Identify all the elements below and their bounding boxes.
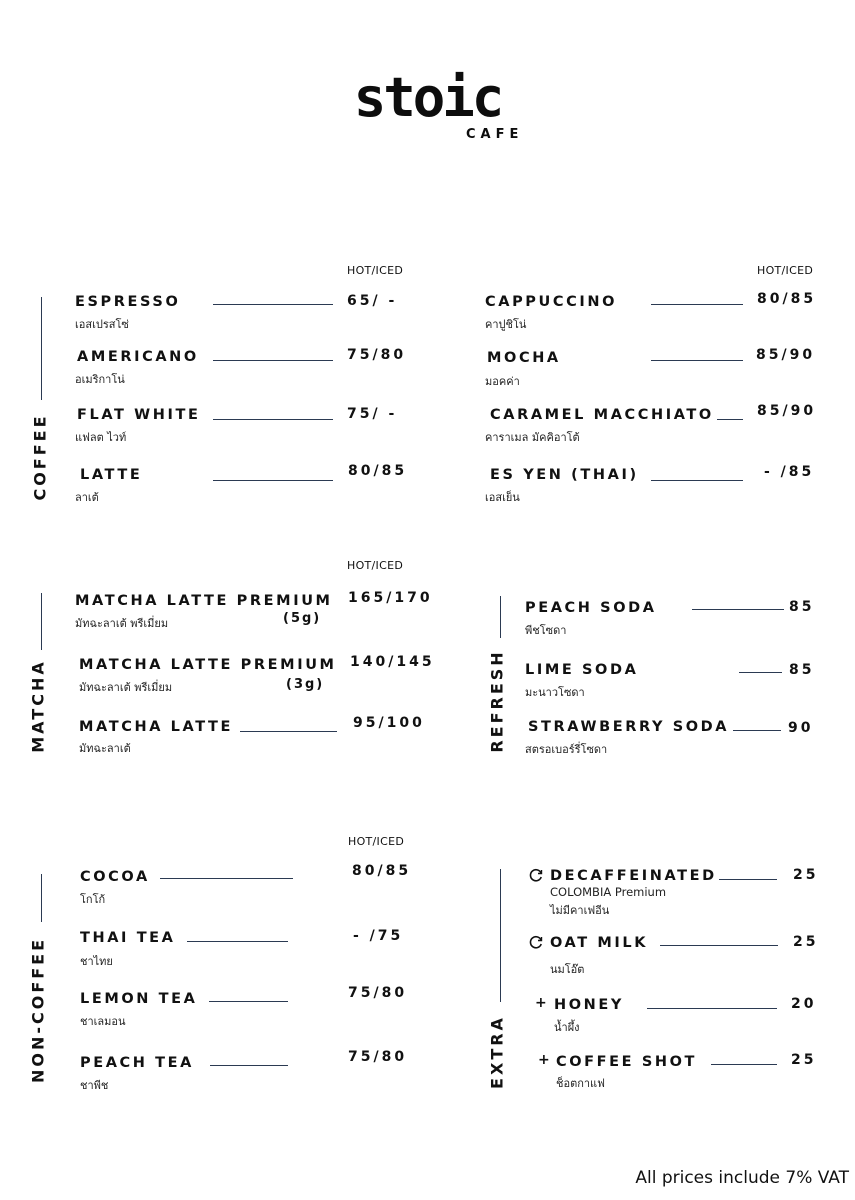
vat-note: All prices include 7% VAT (635, 1168, 849, 1188)
leader-line (647, 1008, 777, 1009)
leader-line (651, 360, 743, 361)
menu-item-thai: ชาพีช (80, 1079, 109, 1092)
leader-line (733, 730, 781, 731)
menu-item-price: 65/ - (347, 293, 398, 309)
menu-item-thai: มะนาวโซดา (525, 686, 585, 699)
leader-line (719, 879, 777, 880)
menu-item-thai: อเมริกาโน่ (75, 373, 125, 386)
leader-line (717, 419, 743, 420)
leader-line (213, 360, 333, 361)
menu-item-thai: สตรอเบอร์รี่โซดา (525, 743, 608, 756)
menu-item-price: 165/170 (348, 590, 433, 606)
leader-line (187, 941, 288, 942)
hot-iced-header: HOT/ICED (347, 264, 404, 277)
menu-item-name: THAI TEA (80, 930, 176, 946)
leader-line (209, 1001, 288, 1002)
leader-line (240, 731, 337, 732)
menu-item-thai: ลาเต้ (75, 491, 99, 504)
menu-item-name: PEACH TEA (80, 1055, 194, 1071)
menu-item-price: 75/80 (348, 985, 408, 1001)
menu-item-subtitle: COLOMBIA Premium (550, 885, 667, 899)
menu-item-price: 75/80 (347, 347, 407, 363)
menu-item-name: DECAFFEINATED (550, 868, 717, 884)
menu-item-thai: น้ำผึ้ง (554, 1021, 580, 1034)
hot-iced-header: HOT/ICED (348, 835, 405, 848)
menu-item-thai: มอคค่า (485, 375, 520, 388)
leader-line (651, 480, 743, 481)
menu-item-thai: คาราเมล มัคคิอาโต้ (485, 431, 580, 444)
section-divider (41, 874, 42, 922)
menu-item-thai: โกโก้ (80, 893, 106, 906)
menu-item-price: 85/90 (756, 347, 816, 363)
menu-item-thai: ไม่มีคาเฟอีน (550, 904, 610, 917)
menu-item-price: 90 (788, 720, 814, 736)
menu-item-thai: ชาไทย (80, 955, 113, 968)
refresh-circle-icon (528, 934, 544, 950)
leader-line (213, 480, 333, 481)
menu-item-thai: มัทฉะลาเต้ พรีเมี่ยม (75, 617, 169, 630)
menu-item-name: MOCHA (487, 350, 561, 366)
menu-item-name: ES YEN (THAI) (490, 467, 639, 483)
menu-item-price: 85/90 (757, 403, 817, 419)
menu-item-name: MATCHA LATTE PREMIUM (79, 657, 337, 673)
menu-item-price: 80/85 (757, 291, 817, 307)
menu-item-price: - /85 (764, 464, 815, 480)
menu-item-price: 80/85 (352, 863, 412, 879)
menu-item-thai: แฟลต ไวท์ (75, 431, 127, 444)
section-divider (500, 869, 501, 1002)
menu-item-name: STRAWBERRY SODA (528, 719, 730, 735)
menu-item-thai: คาปูชิโน่ (485, 318, 527, 331)
menu-item-name: LEMON TEA (80, 991, 198, 1007)
menu-item-name: LIME SODA (525, 662, 639, 678)
menu-item-price: 25 (793, 867, 819, 883)
leader-line (651, 304, 743, 305)
section-title-extra: EXTRA (487, 1015, 507, 1089)
menu-item-thai: มัทฉะลาเต้ พรีเมี่ยม (79, 681, 173, 694)
menu-item-size: (3g) (286, 677, 325, 692)
menu-item-price: 80/85 (348, 463, 408, 479)
section-divider (41, 593, 42, 650)
section-title-matcha: MATCHA (28, 659, 48, 753)
menu-item-thai: นมโอ๊ต (550, 963, 585, 976)
menu-item-name: PEACH SODA (525, 600, 657, 616)
menu-item-price: 85 (789, 662, 815, 678)
menu-item-name: AMERICANO (77, 349, 199, 365)
menu-item-thai: มัทฉะลาเต้ (79, 742, 131, 755)
menu-item-price: 20 (791, 996, 817, 1012)
menu-item-name: HONEY (554, 997, 625, 1013)
hot-iced-header: HOT/ICED (347, 559, 404, 572)
menu-item-name: MATCHA LATTE PREMIUM (75, 593, 333, 609)
menu-item-name: LATTE (80, 467, 143, 483)
menu-item-price: 95/100 (353, 715, 425, 731)
leader-line (210, 1065, 288, 1066)
leader-line (739, 672, 782, 673)
menu-item-price: 140/145 (350, 654, 435, 670)
menu-item-price: 25 (791, 1052, 817, 1068)
menu-item-name: OAT MILK (550, 935, 649, 951)
menu-item-name: COFFEE SHOT (556, 1054, 698, 1070)
plus-icon: + (535, 995, 547, 1011)
menu-item-name: COCOA (80, 869, 150, 885)
menu-item-thai: พีชโซดา (525, 624, 567, 637)
section-title-coffee: COFFEE (30, 413, 50, 501)
leader-line (213, 304, 333, 305)
section-divider (41, 297, 42, 400)
leader-line (692, 609, 784, 610)
menu-item-name: ESPRESSO (75, 294, 181, 310)
refresh-circle-icon (528, 867, 544, 883)
menu-item-price: 75/80 (348, 1049, 408, 1065)
section-title-refresh: REFRESH (487, 649, 507, 753)
menu-item-price: - /75 (353, 928, 404, 944)
section-title-non-coffee: NON-COFFEE (28, 936, 48, 1084)
brand-subtitle: CAFE (466, 127, 524, 142)
leader-line (160, 878, 293, 879)
menu-item-name: MATCHA LATTE (79, 719, 234, 735)
hot-iced-header: HOT/ICED (757, 264, 814, 277)
menu-item-thai: ช็อตกาแฟ (556, 1077, 605, 1090)
menu-item-size: (5g) (283, 611, 322, 626)
menu-item-name: FLAT WHITE (77, 407, 201, 423)
section-divider (500, 596, 501, 638)
menu-item-name: CAPPUCCINO (485, 294, 618, 310)
leader-line (711, 1064, 777, 1065)
menu-item-price: 25 (793, 934, 819, 950)
menu-item-price: 75/ - (347, 406, 398, 422)
menu-item-thai: ชาเลมอน (80, 1015, 126, 1028)
plus-icon: + (538, 1052, 550, 1068)
menu-item-name: CARAMEL MACCHIATO (490, 407, 714, 423)
menu-item-price: 85 (789, 599, 815, 615)
brand-logo: stoic (353, 66, 502, 129)
menu-item-thai: เอสเปรสโซ่ (75, 318, 129, 331)
leader-line (213, 419, 333, 420)
leader-line (660, 945, 778, 946)
menu-item-thai: เอสเย็น (485, 491, 520, 504)
